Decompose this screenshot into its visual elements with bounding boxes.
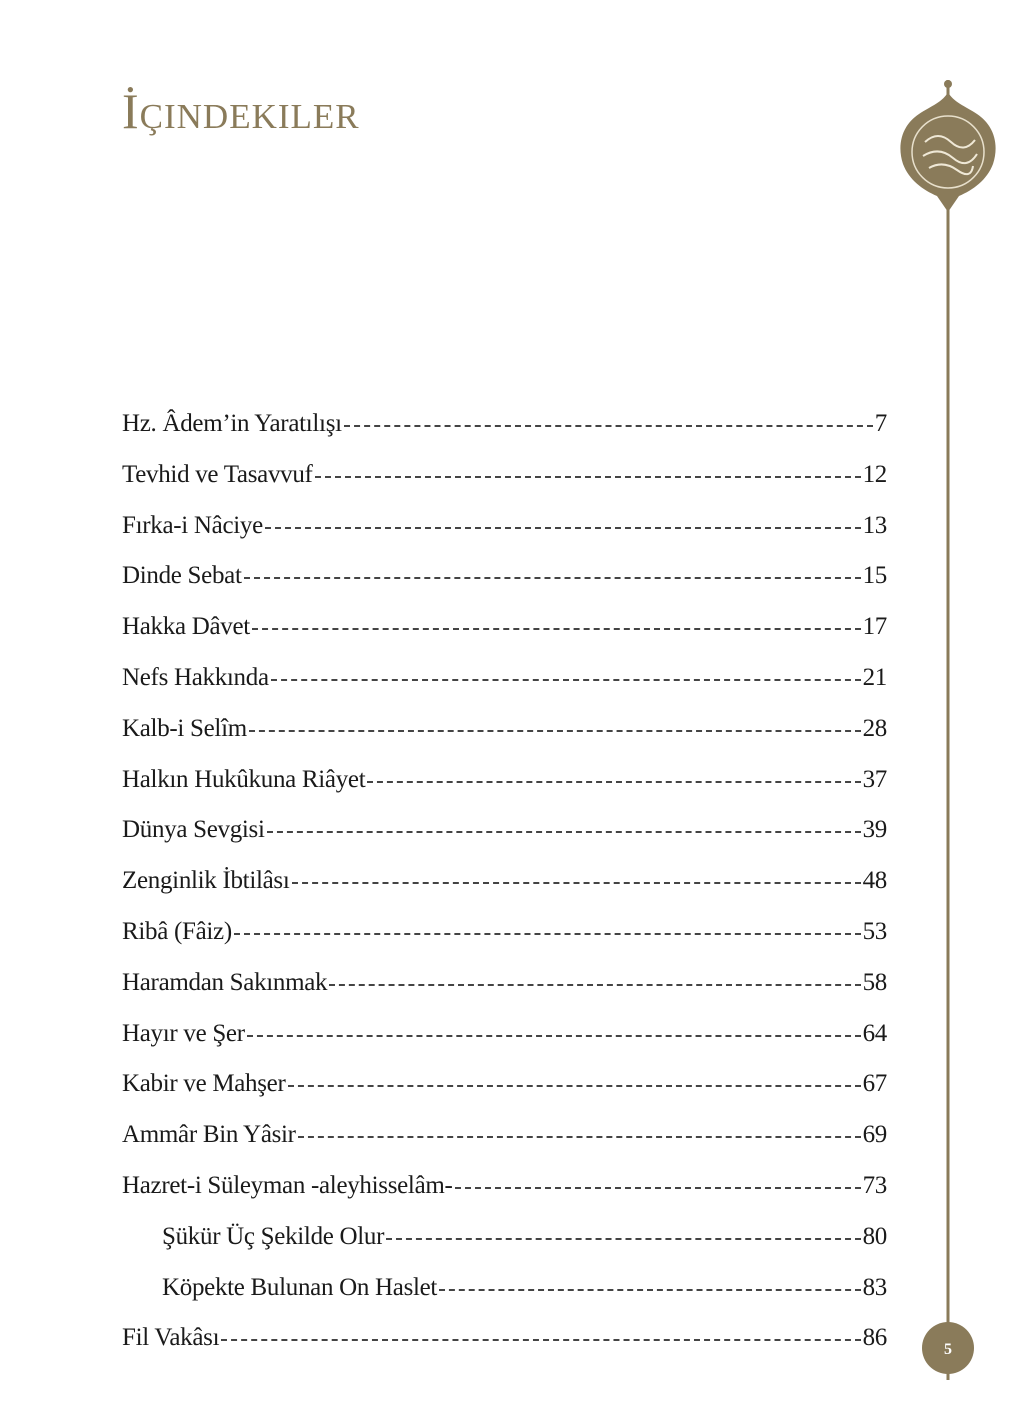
toc-entry-title: Hayır ve Şer (122, 1019, 245, 1047)
toc-entry[interactable] (122, 1020, 887, 1071)
toc-entry-page: 86 (862, 1324, 887, 1352)
dot-leader (249, 730, 861, 732)
page-title: İçindekiler (122, 83, 360, 139)
dot-leader (329, 984, 860, 986)
toc-entry-title: Tevhid ve Tasavvuf (122, 460, 313, 488)
page-number: 5 (944, 1341, 952, 1358)
toc-entry-title: Fırka-i Nâciye (122, 511, 263, 539)
toc-entry-title: Ribâ (Fâiz) (122, 917, 232, 945)
dot-leader (439, 1289, 861, 1291)
toc-entry-page: 7 (874, 410, 887, 437)
toc-entry[interactable] (122, 715, 887, 766)
toc-entry-page: 13 (862, 511, 887, 539)
dot-leader (234, 933, 861, 935)
toc-entry-page: 80 (862, 1222, 887, 1250)
toc-entry[interactable] (122, 1070, 887, 1121)
toc-entry[interactable] (122, 512, 887, 563)
dot-leader (344, 425, 873, 427)
toc-entry-page: 17 (862, 613, 887, 641)
toc-entry-page: 83 (862, 1273, 887, 1301)
toc-entry-page: 39 (862, 816, 887, 844)
toc-entry-title: Kabir ve Mahşer (122, 1070, 286, 1098)
toc-entry-title: Dünya Sevgisi (122, 816, 265, 844)
toc-entry-title: Haramdan Sakınmak (122, 968, 328, 996)
toc-entry-page: 21 (862, 663, 887, 691)
toc-entry[interactable] (122, 664, 887, 715)
toc-entry[interactable] (122, 562, 887, 613)
toc-entry-title: Hz. Âdem’in Yaratılışı (122, 410, 342, 437)
toc-entry-title: Halkın Hukûkuna Riâyet (122, 765, 366, 793)
toc-entry-title: Zenginlik İbtilâsı (122, 867, 290, 895)
dot-leader (267, 831, 861, 833)
toc-entry-page: 48 (862, 867, 887, 895)
dot-leader (315, 476, 861, 478)
dot-leader (244, 577, 861, 579)
table-of-contents (122, 410, 887, 1375)
toc-entry-page: 73 (862, 1171, 887, 1199)
toc-entry-page: 53 (862, 917, 887, 945)
toc-entry[interactable] (122, 1324, 887, 1375)
dot-leader (298, 1136, 861, 1138)
toc-entry[interactable] (122, 969, 887, 1020)
toc-entry-page: 15 (862, 562, 887, 590)
toc-entry-page: 12 (862, 460, 887, 488)
dot-leader (292, 882, 861, 884)
dot-leader (288, 1085, 861, 1087)
toc-entry[interactable] (122, 410, 887, 461)
toc-entry-title: Kalb-i Selîm (122, 714, 247, 742)
toc-entry-title: Köpekte Bulunan On Haslet (162, 1273, 438, 1301)
toc-subentry[interactable] (122, 1223, 887, 1274)
toc-entry[interactable] (122, 1121, 887, 1172)
dot-leader (252, 628, 861, 630)
dot-leader (247, 1035, 861, 1037)
toc-entry[interactable] (122, 613, 887, 664)
toc-entry[interactable] (122, 766, 887, 817)
toc-entry-page: 64 (862, 1019, 887, 1047)
dot-leader (455, 1187, 861, 1189)
toc-entry[interactable] (122, 918, 887, 969)
toc-entry[interactable] (122, 816, 887, 867)
dot-leader (271, 679, 861, 681)
toc-entry-title: Şükür Üç Şekilde Olur (162, 1222, 385, 1250)
toc-entry-title: Fil Vakâsı (122, 1324, 220, 1352)
toc-entry-page: 58 (862, 968, 887, 996)
toc-subentry[interactable] (122, 1274, 887, 1325)
toc-entry-page: 69 (862, 1121, 887, 1149)
toc-entry-title: Nefs Hakkında (122, 663, 269, 691)
toc-entry-title: Hazret-i Süleyman -aleyhisselâm- (122, 1171, 453, 1199)
toc-entry[interactable] (122, 867, 887, 918)
dot-leader (367, 781, 860, 783)
toc-entry-page: 37 (862, 765, 887, 793)
toc-entry[interactable] (122, 1172, 887, 1223)
dot-leader (265, 527, 861, 529)
calligraphy-medallion-icon (893, 80, 1003, 1385)
toc-entry-page: 67 (862, 1070, 887, 1098)
toc-entry-title: Dinde Sebat (122, 562, 242, 590)
toc-entry[interactable] (122, 461, 887, 512)
toc-entry-title: Hakka Dâvet (122, 613, 250, 641)
toc-entry-page: 28 (862, 714, 887, 742)
toc-entry-title: Ammâr Bin Yâsir (122, 1121, 296, 1149)
dot-leader (221, 1339, 860, 1341)
dot-leader (386, 1238, 860, 1240)
